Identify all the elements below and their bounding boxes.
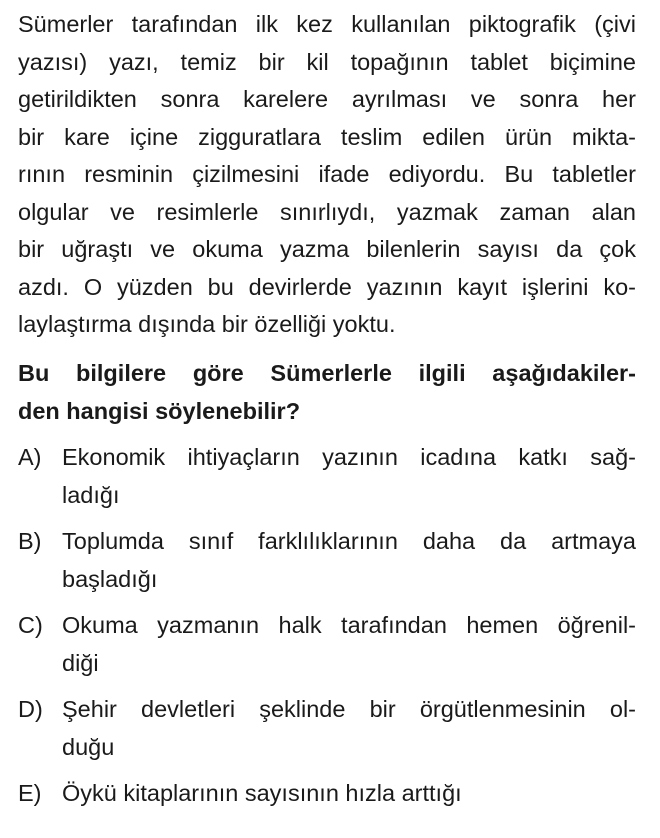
option-text-line: ladığı (62, 481, 120, 508)
option-text-line: Ekonomik ihtiyaçların yazının icadına katkı sağ- (62, 443, 636, 470)
option-text-line: Toplumda sınıf farklılıklarının daha da artmaya (62, 527, 636, 554)
passage-line: yazısı) yazı, temiz bir kil topağının tablet biçimine (18, 48, 636, 75)
option-b[interactable] (18, 522, 636, 598)
option-text-line: Okuma yazmanın halk tarafından hemen öğrenil- (62, 611, 636, 638)
option-text-line: Öykü kitaplarının sayısının hızla arttığı (62, 779, 462, 806)
passage-line: Sümerler tarafından ilk kez kullanılan piktografik (çivi (18, 11, 636, 37)
option-letter: C) (18, 611, 43, 638)
answer-options (18, 438, 636, 812)
option-a[interactable] (18, 438, 636, 514)
option-letter: A) (18, 443, 42, 470)
passage-line: rının resminin çizilmesini ifade ediyordu. Bu tabletler (18, 161, 636, 187)
question-line: den hangisi söylenebilir? (18, 397, 301, 424)
option-e[interactable] (18, 774, 636, 812)
option-letter: E) (18, 779, 42, 806)
passage-line: azdı. O yüzden bu devirlerde yazının kayıt işlerini ko- (18, 273, 636, 300)
passage-line: bir kare içine zigguratlara teslim edilen ürün mikta- (18, 123, 636, 150)
option-c[interactable] (18, 606, 636, 682)
option-text-line: diği (62, 649, 99, 676)
passage-line: getirildikten sonra karelere ayrılması ve sonra her (18, 86, 636, 112)
passage-line: olgular ve resimlerle sınırlıydı, yazmak zaman alan (18, 198, 636, 225)
option-letter: B) (18, 527, 42, 554)
option-text-line: duğu (62, 733, 115, 760)
passage-line: bir uğraştı ve okuma yazma bilenlerin sayısı da çok (18, 236, 636, 262)
question-line: Bu bilgilere göre Sümerlerle ilgili aşağıdakiler- (18, 359, 636, 386)
option-text-line: başladığı (62, 565, 158, 592)
option-letter: D) (18, 695, 43, 722)
option-text-line: Şehir devletleri şeklinde bir örgütlenmesinin ol- (62, 695, 636, 722)
passage-line: laylaştırma dışında bir özelliği yoktu. (18, 311, 396, 337)
question-page (18, 6, 636, 820)
question-stem (18, 354, 636, 430)
option-d[interactable] (18, 690, 636, 766)
passage-paragraph (18, 6, 636, 344)
